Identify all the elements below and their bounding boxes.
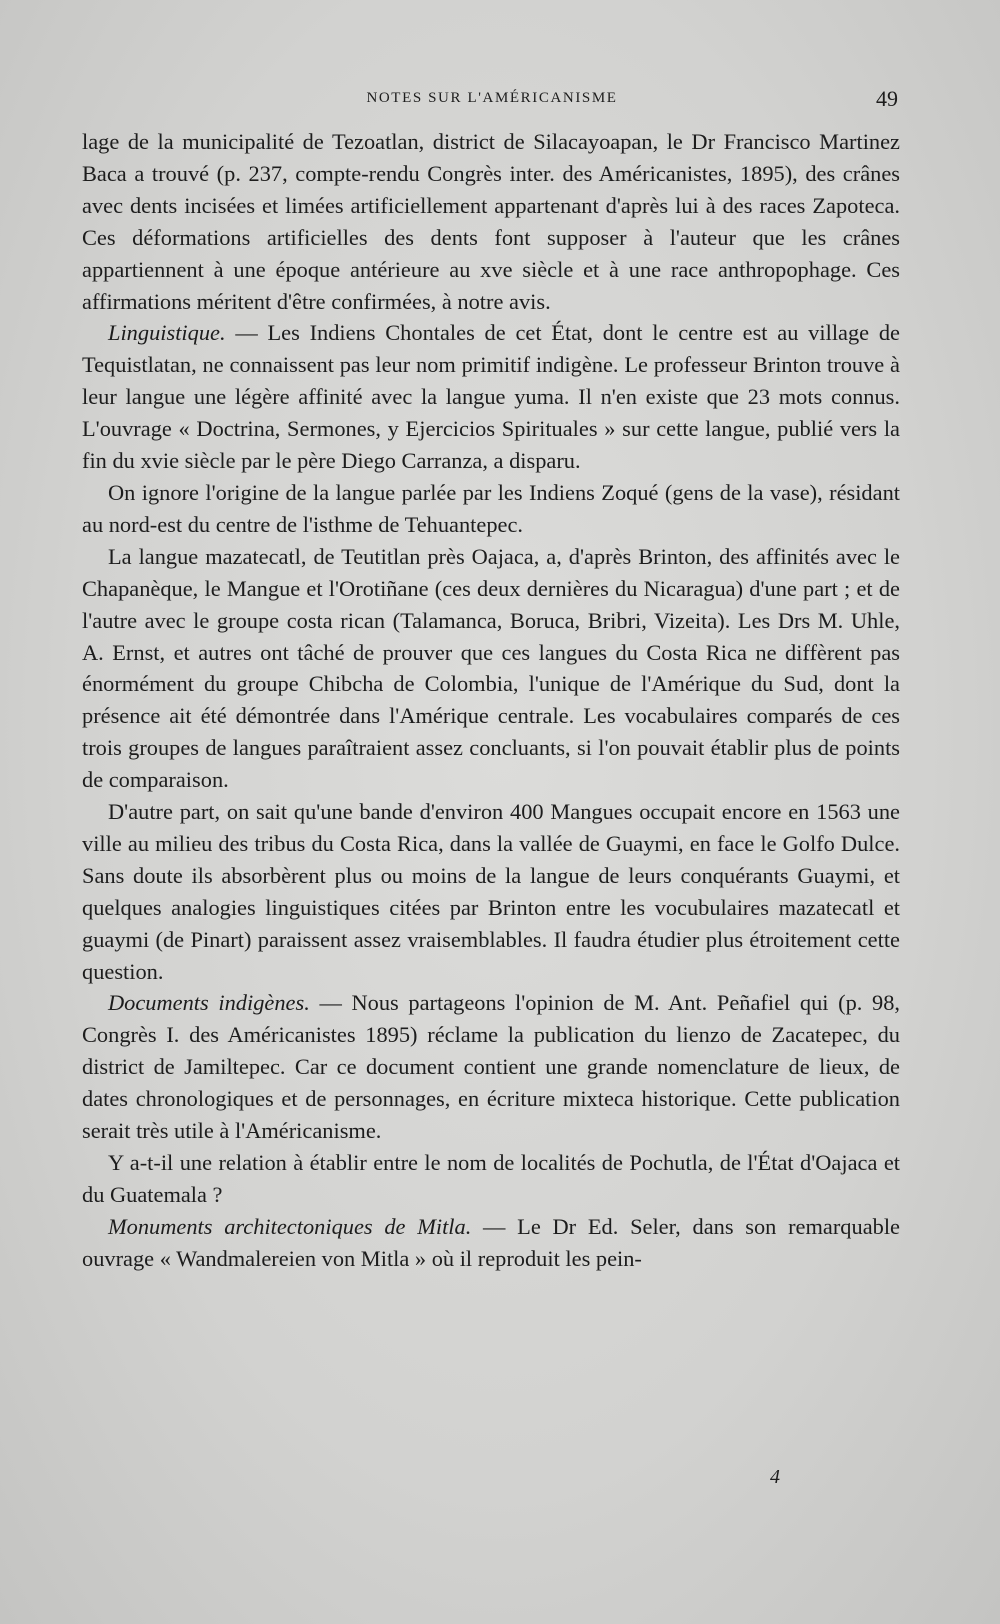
paragraph xyxy=(82,796,900,987)
paragraph-text: Y a-t-il une relation à établir entre le nom de localités de Pochutla, de l'État d'Oajaca et du Guatemala ? xyxy=(82,1150,900,1207)
paragraph xyxy=(82,477,900,541)
running-head xyxy=(84,88,900,116)
label-separator: — xyxy=(309,990,352,1016)
label-separator: — xyxy=(225,320,268,346)
paragraph-text: Le Dr Ed. Seler, dans son remarquable ouvrage « Wandmalereien von Mitla » où il reproduit les pein- xyxy=(82,1213,900,1271)
section-label: Linguistique. xyxy=(108,320,226,346)
paragraph-text: La langue mazatecatl, de Teutitlan près Oajaca, a, d'après Brinton, des affinités avec le Chapanèque, le Mangue et l'Orotiñane (ces deux dernières du Nicaragua) d'une part ; et de l'autre avec le groupe costa rican (Talamanca, Boruca, Bribri, Vizeita). Les Drs M. Uhle, A. Ernst, et autres ont tâché de prouver que ces langues du Costa Rica ne diffèrent pas énormément du groupe Chibcha de Colombia, l'unique de l'Amérique du Sud, dont la présence ait été démontrée dans l'Amérique centrale. Les vocabulaires comparés de ces trois groupes de langues paraîtraient assez concluants, si l'on pouvait établir plus de points de comparaison. xyxy=(82,543,900,793)
paragraph-text: On ignore l'origine de la langue parlée par les Indiens Zoqué (gens de la vase), résidant au nord-est du centre de l'isthme de Tehuantepec. xyxy=(82,479,900,537)
paragraph xyxy=(82,541,900,796)
paragraph xyxy=(82,317,900,477)
label-separator: — xyxy=(471,1213,518,1239)
section-label: Documents indigènes. xyxy=(108,990,310,1016)
section-label: Monuments architectoniques de Mitla. xyxy=(108,1213,472,1239)
paragraph-text: D'autre part, on sait qu'une bande d'environ 400 Mangues occupait encore en 1563 une ville au milieu des tribus du Costa Rica, dans la vallée de Guaymi, en face le Golfo Dulce. Sans doute ils absorbèrent plus ou moins de la langue de leurs conquérants Guaymi, et quelques analogies linguistiques citées par Brinton entre les vocubulaires mazatecatl et guaymi (de Pinart) paraissent assez vraisemblables. Il faudra étudier plus étroitement cette question. xyxy=(82,799,900,984)
paragraph-text: Nous partageons l'opinion de M. Ant. Peñafiel qui (p. 98, Congrès I. des Américanistes 1895) réclame la publication du lienzo de Zacatepec, du district de Jamiltepec. Car ce document contient une grande nomenclature de lieux, de dates chronologiques et de personnages, en écriture mixteca historique. Cette publication serait très utile à l'Américanisme. xyxy=(82,990,901,1144)
paragraph xyxy=(82,1147,900,1211)
signature-mark: 4 xyxy=(770,1466,780,1488)
paragraph-text: lage de la municipalité de Tezoatlan, district de Silacayoapan, le Dr Francisco Martinez Baca a trouvé (p. 237, compte-rendu Congrès inter. des Américanistes, 1895), des crânes avec dents incisées et limées artificiellement appartenant d'après lui à des races Zapoteca. Ces déformations artificielles des dents font supposer à l'auteur que les crânes appartiennent à une époque antérieure au xve siècle et à une race anthropophage. Ces affirmations méritent d'être confirmées, à notre avis. xyxy=(82,129,900,314)
paragraph xyxy=(82,1211,900,1275)
paragraph xyxy=(82,126,900,317)
body-text xyxy=(82,126,900,1275)
paragraph-text: Les Indiens Chontales de cet État, dont le centre est au village de Tequistlatan, ne connaissent pas leur nom primitif indigène. Le professeur Brinton trouve à leur langue une légère affinité avec la langue yuma. Il n'en existe que 23 mots connus. L'ouvrage « Doctrina, Sermones, y Ejercicios Spirituales » sur cette langue, publié vers la fin du xvie siècle par le père Diego Carranza, a disparu. xyxy=(82,320,900,474)
page-number: 49 xyxy=(876,86,898,111)
running-title: NOTES SUR L'AMÉRICANISME xyxy=(366,90,618,106)
paragraph xyxy=(82,987,900,1147)
